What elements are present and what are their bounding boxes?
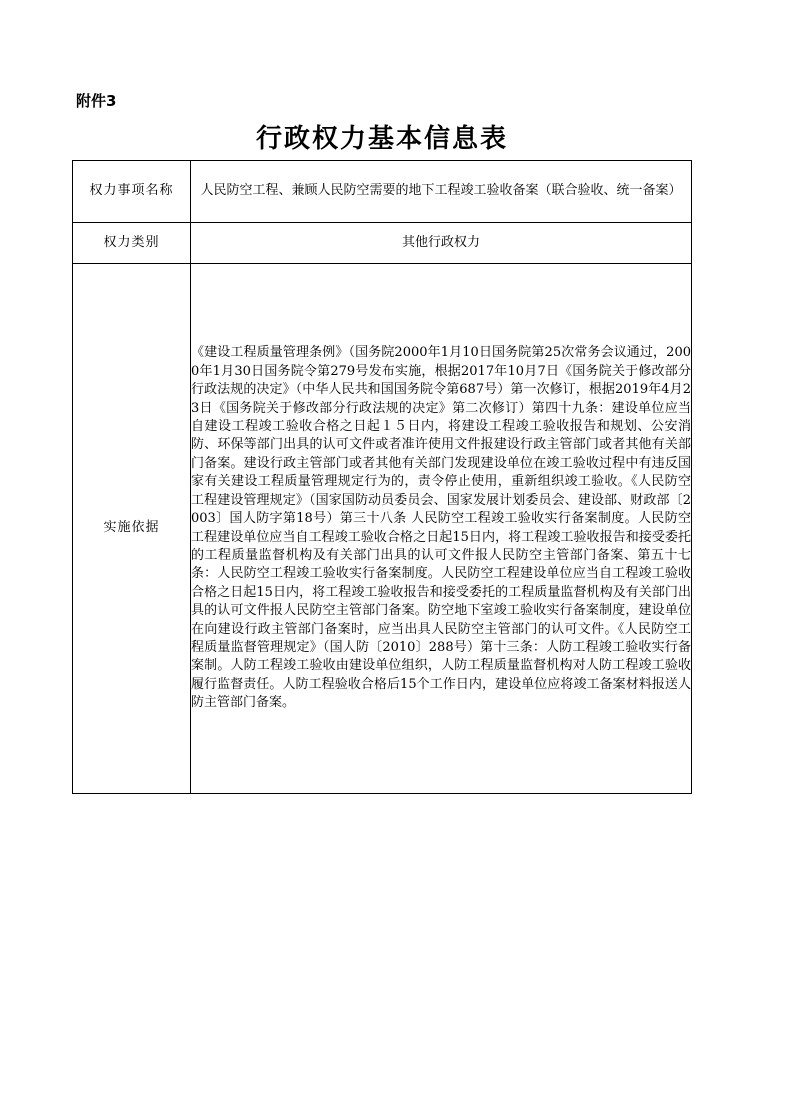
table-row <box>73 264 692 794</box>
page-title: 行政权力基本信息表 <box>255 124 508 154</box>
row-value-power-item: 人民防空工程、兼顾人民防空需要的地下工程竣工验收备案（联合验收、统一备案） <box>191 161 692 223</box>
table-row <box>73 161 692 223</box>
row-value-legal-basis: 《建设工程质量管理条例》（国务院2000年1月10日国务院第25次常务会议通过，2000年1月30日国务院令第279号发布实施，根据2017年10月7日《国务院关于修改部分行政法规的决定》（中华人民共和国国务院令第687号）第一次修订，根据2019年4月23日《国务院关于修改部分行政法规的决定》第二次修订）第四十九条：建设单位应当自建设工程竣工验收合格之日起１５日内，将建设工程竣工验收报告和规划、公安消防、环保等部门出具的认可文件或者准许使用文件报建设行政主管部门或者其他有关部门备案。建设行政主管部门或者其他有关部门发现建设单位在竣工验收过程中有违反国家有关建设工程质量管理规定行为的，责令停止使用，重新组织竣工验收。《人民防空工程建设管理规定》（国家国防动员委员会、国家发展计划委员会、建设部、财政部〔2003〕国人防字第18号）第三十八条 人民防空工程竣工验收实行备案制度。人民防空工程建设单位应当自工程竣工验收合格之日起15日内，将工程竣工验收报告和接受委托的工程质量监督机构及有关部门出具的认可文件报人民防空主管部门备案、第五十七条：人民防空工程竣工验收实行备案制度。人民防空工程建设单位应当自工程竣工验收合格之日起15日内，将工程竣工验收报告和接受委托的工程质量监督机构及有关部门出具的认可文件报人民防空主管部门备案。防空地下室竣工验收实行备案制度，建设单位在向建设行政主管部门备案时，应当出具人民防空主管部门的认可文件。《人民防空工程质量监督管理规定》（国人防〔2010〕288号）第十三条：人防工程竣工验收实行备案制。人防工程竣工验收由建设单位组织，人防工程质量监督机构对人防工程竣工验收履行监督责任。人防工程验收合格后15个工作日内，建设单位应将竣工备案材料报送人防主管部门备案。 <box>191 264 692 794</box>
table-row <box>73 223 692 264</box>
row-label-power-type: 权力类别 <box>73 223 191 264</box>
attachment-label: 附件3 <box>76 92 117 110</box>
row-label-legal-basis: 实施依据 <box>73 264 191 794</box>
row-value-power-type: 其他行政权力 <box>191 223 692 264</box>
info-table <box>72 160 692 794</box>
row-label-power-item: 权力事项名称 <box>73 161 191 223</box>
